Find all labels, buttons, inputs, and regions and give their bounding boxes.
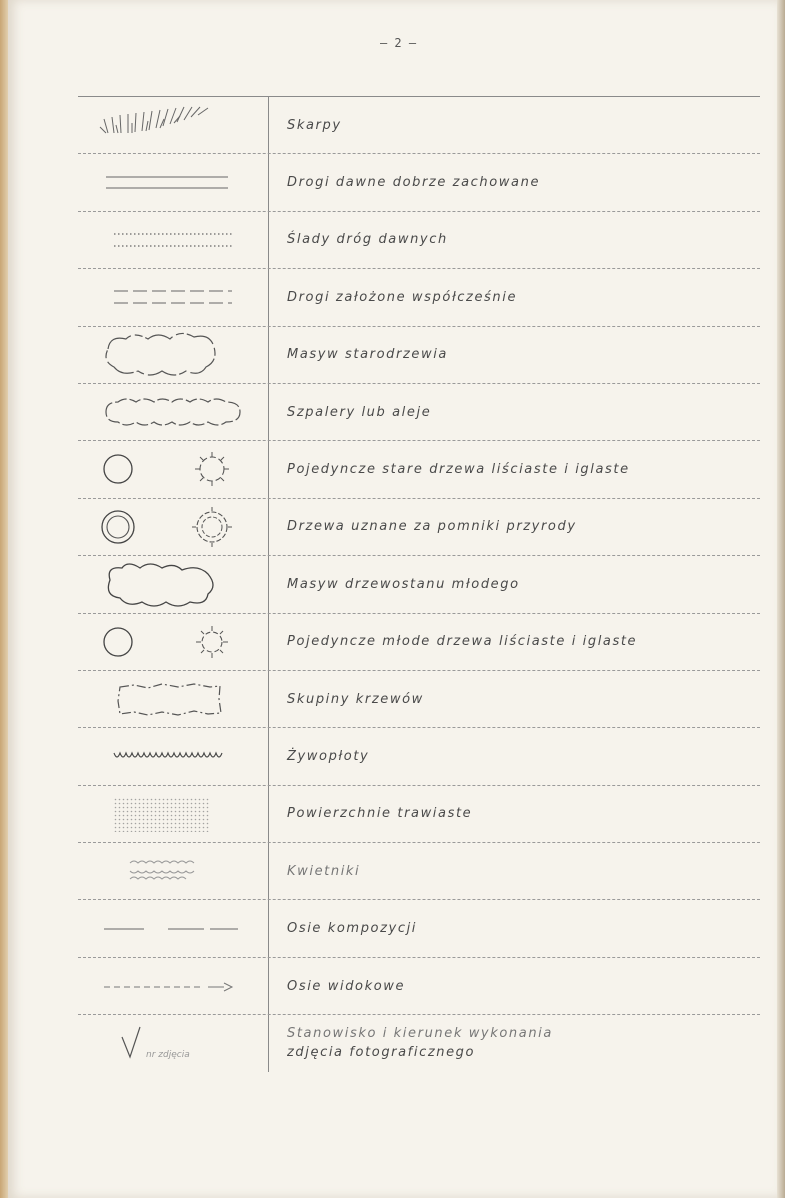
steep-slopes-icon — [78, 97, 268, 153]
dashed-double-line-icon — [78, 269, 268, 325]
solid-double-line-icon — [78, 154, 268, 210]
legend-row — [78, 556, 760, 613]
legend-label: Osie kompozycji — [287, 921, 417, 937]
single-young-tree-icon — [78, 614, 268, 670]
legend-label: Szpalery lub aleje — [287, 404, 432, 420]
legend-row — [78, 614, 760, 671]
view-axis-icon — [78, 958, 268, 1014]
page-left-edge — [0, 0, 8, 1198]
legend-label: Skupiny krzewów — [287, 691, 424, 707]
legend-label: Masyw starodrzewia — [287, 347, 448, 363]
legend-label: Drzewa uznane za pomniki przyrody — [287, 519, 577, 535]
dotted-double-line-icon — [78, 212, 268, 268]
legend-row — [78, 843, 760, 900]
composition-axis-icon — [78, 900, 268, 956]
legend-row — [78, 900, 760, 957]
legend-label: Ślady dróg dawnych — [287, 232, 448, 248]
flower-bed-icon — [78, 843, 268, 899]
legend-label: Osie widokowe — [287, 978, 406, 994]
legend-row — [78, 212, 760, 269]
legend-row — [78, 671, 760, 728]
legend-label: Pojedyncze młode drzewa liściaste i iglaste — [287, 634, 638, 650]
legend-row — [78, 97, 760, 154]
legend-row — [78, 384, 760, 441]
legend-row — [78, 327, 760, 384]
legend-row — [78, 499, 760, 556]
lawn-area-icon — [78, 786, 268, 842]
legend-row — [78, 728, 760, 785]
hedge-row-icon — [78, 384, 268, 440]
photo-position-icon — [78, 1015, 268, 1071]
legend-label: Drogi dawne dobrze zachowane — [287, 175, 541, 191]
legend-row — [78, 958, 760, 1015]
nature-monument-tree-icon — [78, 499, 268, 555]
legend-label: Żywopłoty — [287, 748, 370, 764]
legend-label: Drogi założone współcześnie — [287, 289, 518, 305]
legend-row — [78, 154, 760, 211]
legend-row — [78, 1015, 760, 1071]
legend-label: Pojedyncze stare drzewa liściaste i iglaste — [287, 462, 630, 478]
photo-number-text: nr zdjęcia — [146, 1050, 190, 1061]
old-tree-mass-icon — [78, 327, 268, 383]
legend-label: Masyw drzewostanu młodego — [287, 576, 520, 592]
legend-row — [78, 441, 760, 498]
legend-label: Kwietniki — [287, 863, 361, 879]
shrub-group-icon — [78, 671, 268, 727]
page-number: — 2 — — [379, 36, 417, 50]
page-right-edge — [777, 0, 785, 1198]
legend-label: Powierzchnie trawiaste — [287, 806, 473, 822]
young-tree-mass-icon — [78, 556, 268, 612]
legend-label: Stanowisko i kierunek wykonania — [287, 1026, 553, 1042]
living-fence-icon — [78, 728, 268, 784]
single-old-tree-icon — [78, 441, 268, 497]
legend-row — [78, 269, 760, 326]
legend-label: Skarpy — [287, 117, 342, 133]
legend-table — [78, 96, 760, 1072]
legend-label-line-2: zdjęcia fotograficznego — [287, 1045, 476, 1061]
legend-row — [78, 786, 760, 843]
